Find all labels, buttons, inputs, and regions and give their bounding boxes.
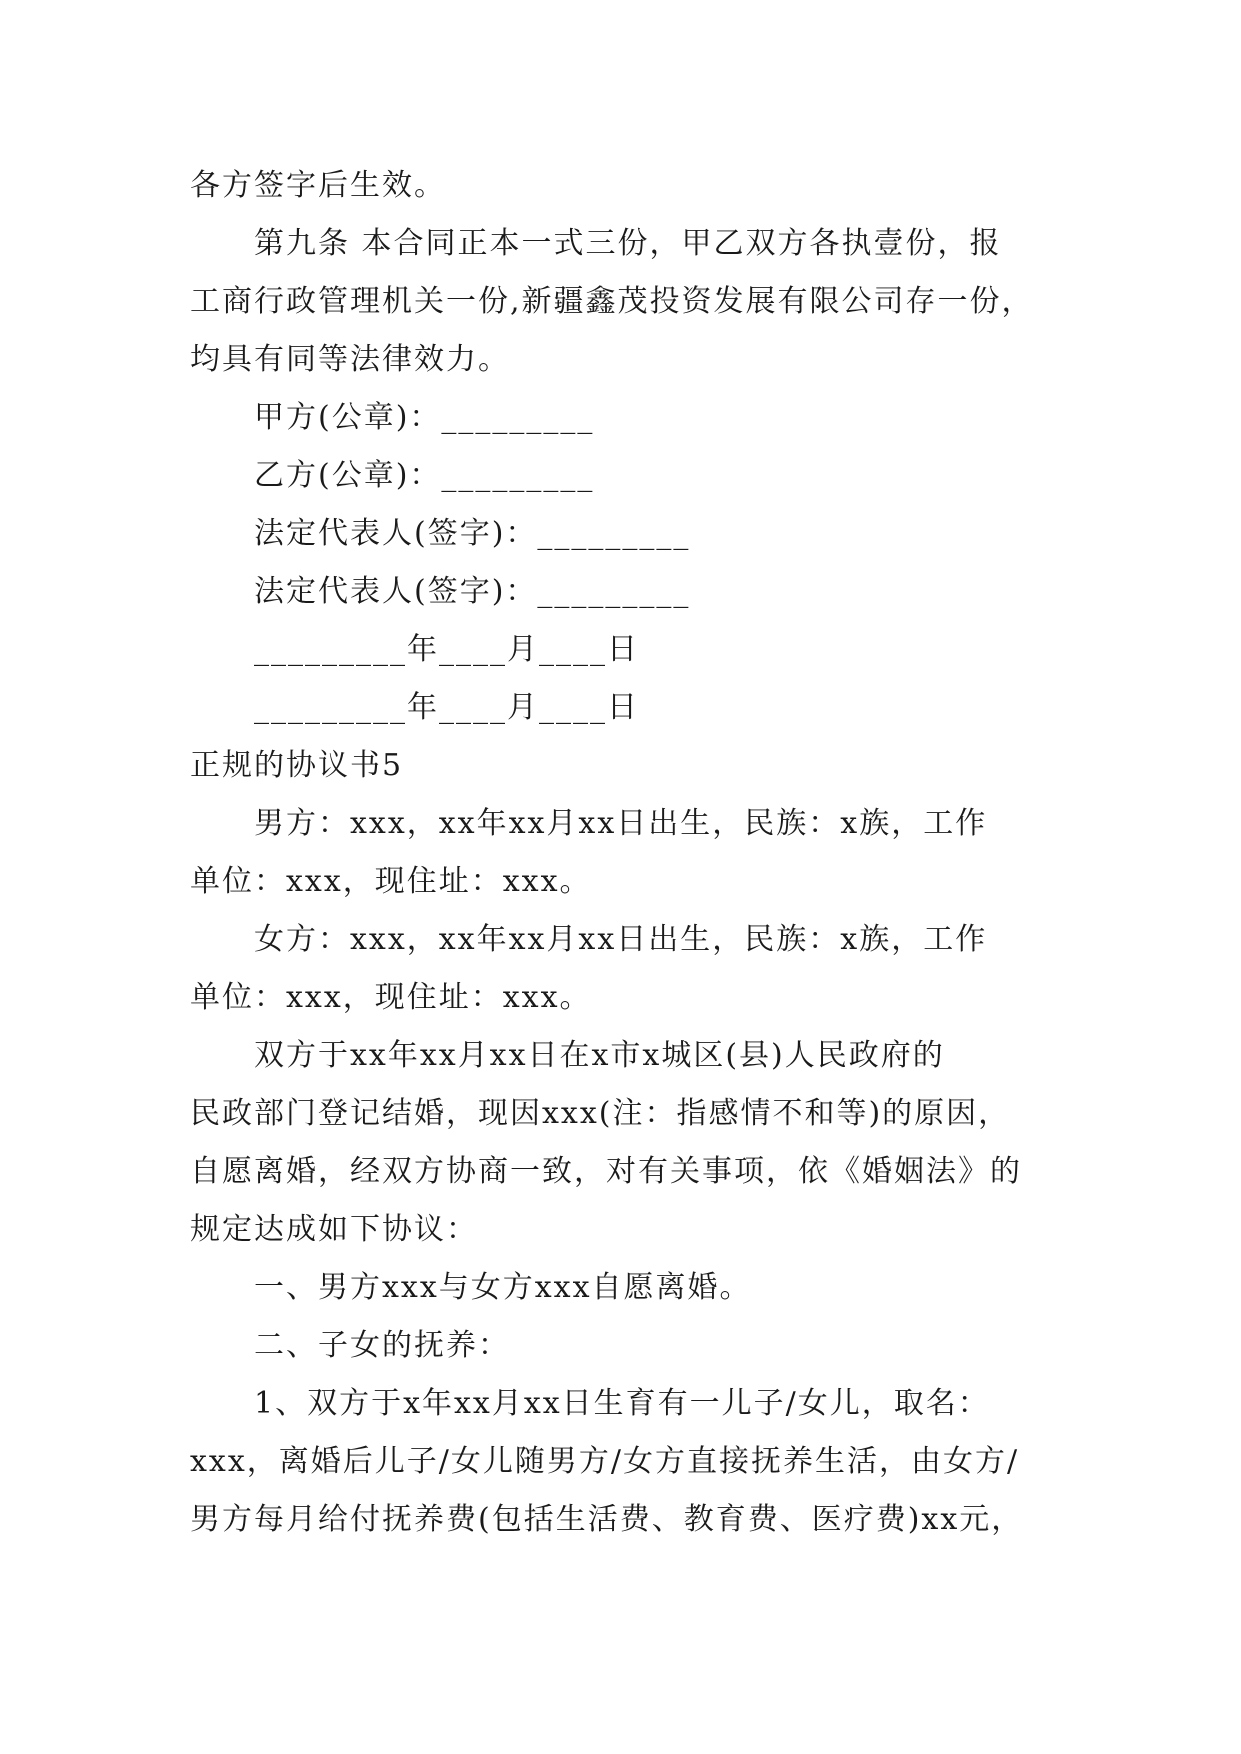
text-line: 女方：xxx，xx年xx月xx日出生，民族：x族，工作 — [254, 922, 988, 957]
signature-line-party-b: 乙方(公章)：_________ — [254, 458, 595, 493]
date-line: _________年____月____日 — [254, 632, 639, 667]
date-line: _________年____月____日 — [254, 690, 639, 725]
text-line: 一、男方xxx与女方xxx自愿离婚。 — [254, 1270, 752, 1305]
text-line: 单位：xxx，现住址：xxx。 — [190, 980, 592, 1015]
signature-line-rep-b: 法定代表人(签字)：_________ — [254, 574, 691, 609]
text-line: 规定达成如下协议： — [190, 1212, 478, 1247]
section-heading: 正规的协议书5 — [190, 748, 404, 783]
text-line: 均具有同等法律效力。 — [190, 342, 510, 377]
text-line: 单位：xxx，现住址：xxx。 — [190, 864, 592, 899]
text-line: 男方每月给付抚养费(包括生活费、教育费、医疗费)xx元， — [190, 1502, 1024, 1537]
text-line: 1、双方于x年xx月xx日生育有一儿子/女儿，取名： — [254, 1386, 990, 1421]
text-line: 二、子女的抚养： — [254, 1328, 510, 1363]
signature-line-rep-a: 法定代表人(签字)：_________ — [254, 516, 691, 551]
text-line: 男方：xxx，xx年xx月xx日出生，民族：x族，工作 — [254, 806, 988, 841]
text-line: 民政部门登记结婚，现因xxx(注：指感情不和等)的原因， — [190, 1096, 1011, 1131]
text-line: 各方签字后生效。 — [190, 168, 446, 203]
text-line: xxx，离婚后儿子/女儿随男方/女方直接抚养生活，由女方/ — [190, 1444, 1020, 1479]
text-line: 工商行政管理机关一份,新疆鑫茂投资发展有限公司存一份， — [190, 284, 1034, 319]
text-line: 第九条 本合同正本一式三份，甲乙双方各执壹份，报 — [254, 226, 1002, 261]
text-line: 自愿离婚，经双方协商一致，对有关事项，依《婚姻法》的 — [190, 1154, 1022, 1189]
signature-line-party-a: 甲方(公章)：_________ — [254, 400, 595, 435]
text-line: 双方于xx年xx月xx日在x市x城区(县)人民政府的 — [254, 1038, 945, 1073]
